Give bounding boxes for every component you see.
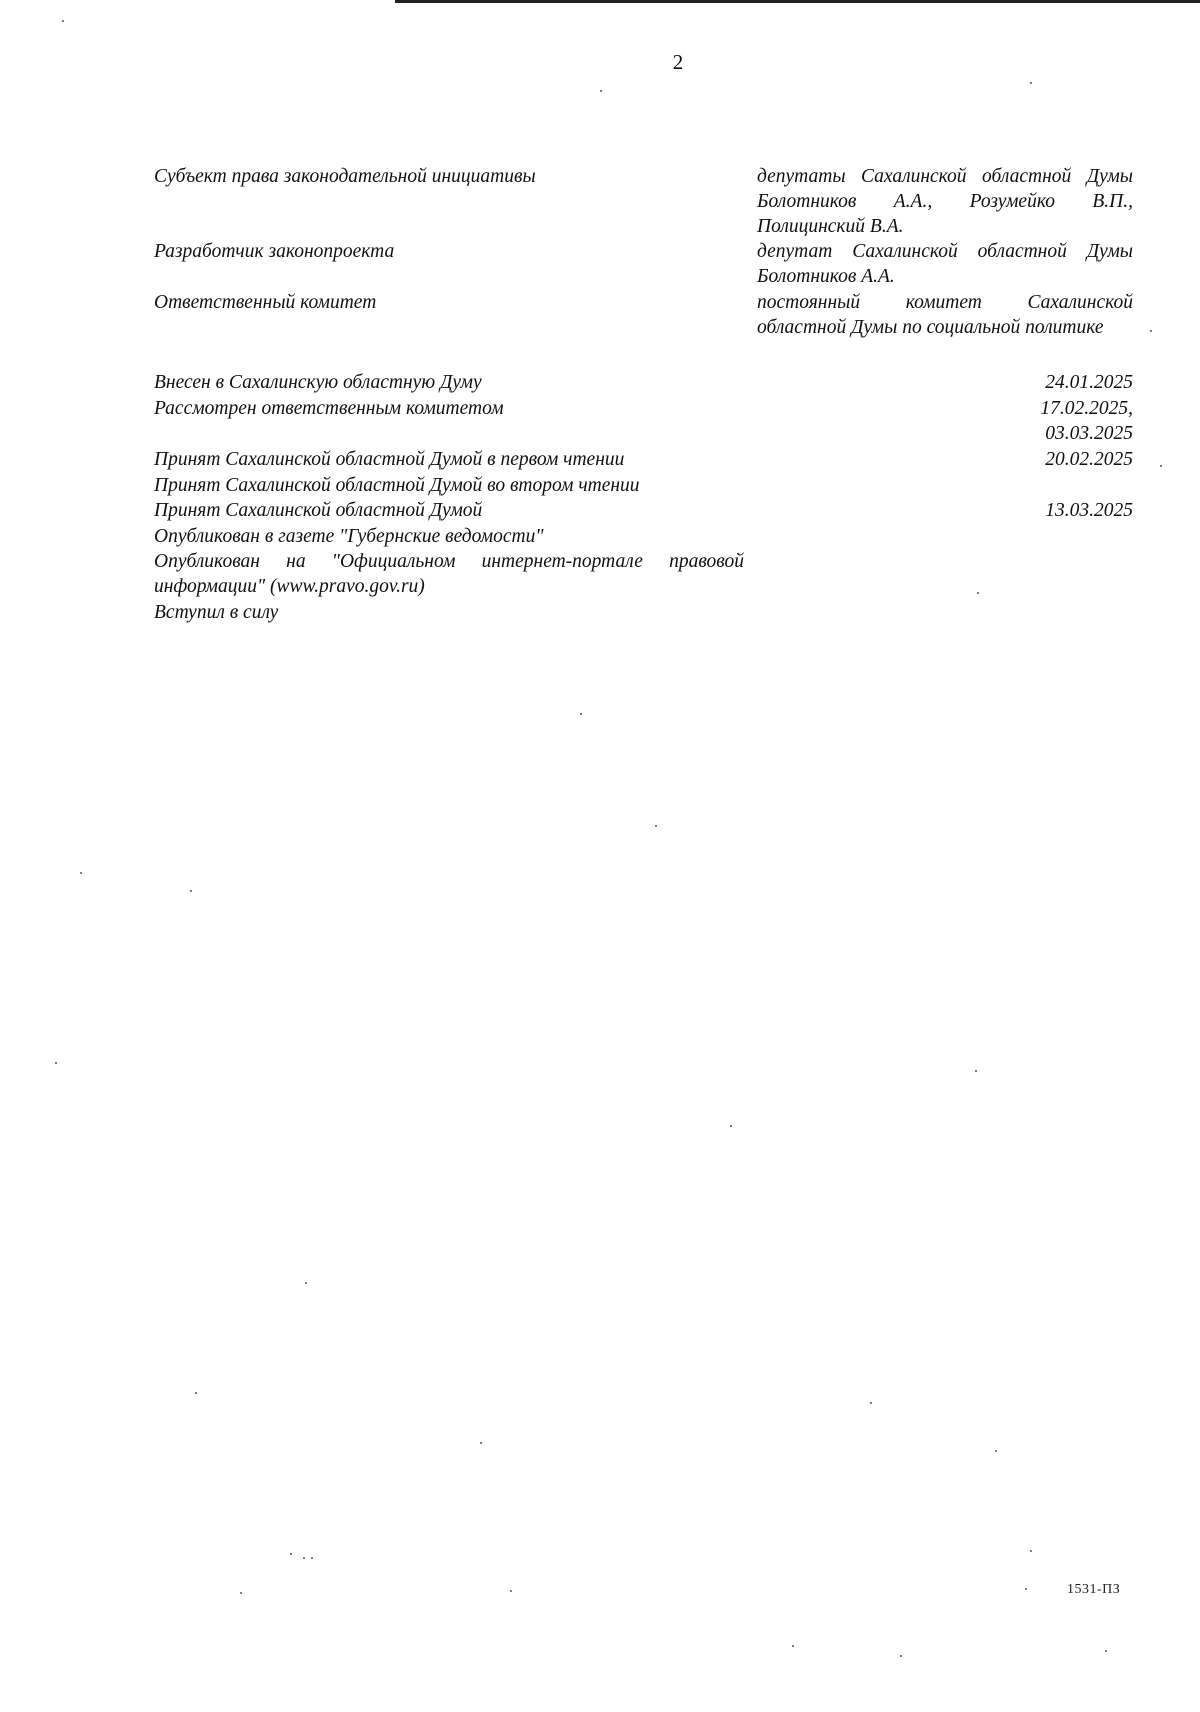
row-label-submitted: Внесен в Сахалинскую областную Думу	[154, 372, 482, 393]
scan-speck	[480, 1442, 482, 1444]
row-label-committee-review: Рассмотрен ответственным комитетом	[154, 398, 504, 419]
scan-speck	[1150, 330, 1152, 332]
scan-speck	[870, 1402, 872, 1404]
row-label-adopted: Принят Сахалинской областной Думой	[154, 500, 483, 521]
scan-speck	[1030, 82, 1032, 84]
scan-speck	[1025, 1588, 1027, 1590]
scan-speck	[995, 1450, 997, 1452]
scan-speck	[792, 1645, 794, 1647]
scan-speck	[730, 1125, 732, 1127]
scan-speck	[510, 1590, 512, 1592]
scan-speck	[303, 1557, 305, 1559]
scan-speck	[290, 1553, 292, 1555]
scan-speck	[311, 1557, 313, 1559]
scan-speck	[600, 90, 602, 92]
scan-speck	[655, 825, 657, 827]
scan-speck	[80, 872, 82, 874]
scan-speck	[55, 1062, 57, 1064]
row-label-second-reading: Принят Сахалинской областной Думой во втором чтении	[154, 475, 640, 496]
scan-speck	[1030, 1550, 1032, 1552]
scan-speck	[1160, 465, 1162, 467]
row-label-responsible-committee: Ответственный комитет	[154, 292, 377, 313]
row-value-bill-developer: депутат Сахалинской областной Думы Болотников А.А.	[757, 241, 1133, 287]
row-label-bill-developer: Разработчик законопроекта	[154, 241, 395, 262]
top-border-line	[395, 0, 1200, 3]
scan-speck	[240, 1592, 242, 1594]
row-value-initiative-subject: депутаты Сахалинской областной Думы Болотников А.А., Розумейко В.П., Полицинский В.А.	[757, 166, 1133, 237]
scan-speck	[305, 1282, 307, 1284]
scan-speck	[195, 1392, 197, 1394]
row-label-first-reading: Принят Сахалинской областной Думой в первом чтении	[154, 449, 625, 470]
row-value-first-reading-date: 20.02.2025	[1045, 449, 1133, 470]
scan-speck	[190, 890, 192, 892]
scan-speck	[900, 1655, 902, 1657]
scan-speck	[977, 592, 979, 594]
row-label-published-newspaper: Опубликован в газете "Губернские ведомости"	[154, 526, 544, 547]
row-value-adopted-date: 13.03.2025	[1045, 500, 1133, 521]
scan-speck	[62, 20, 64, 22]
page-number: 2	[672, 50, 684, 74]
row-value-submitted-date: 24.01.2025	[1045, 372, 1133, 393]
scan-speck	[580, 713, 582, 715]
row-value-responsible-committee: постоянный комитет Сахалинской областной Думы по социальной политике	[757, 292, 1133, 338]
row-label-initiative-subject: Субъект права законодательной инициативы	[154, 166, 536, 187]
row-value-committee-review-dates: 17.02.2025, 03.03.2025	[1040, 398, 1133, 444]
scan-speck	[1105, 1650, 1107, 1652]
document-code: 1531-ПЗ	[1067, 1582, 1121, 1597]
row-label-entered-into-force: Вступил в силу	[154, 602, 279, 623]
row-label-published-portal: Опубликован на "Официальном интернет-портале правовой информации" (www.pravo.gov.ru)	[154, 551, 744, 597]
scan-speck	[975, 1070, 977, 1072]
